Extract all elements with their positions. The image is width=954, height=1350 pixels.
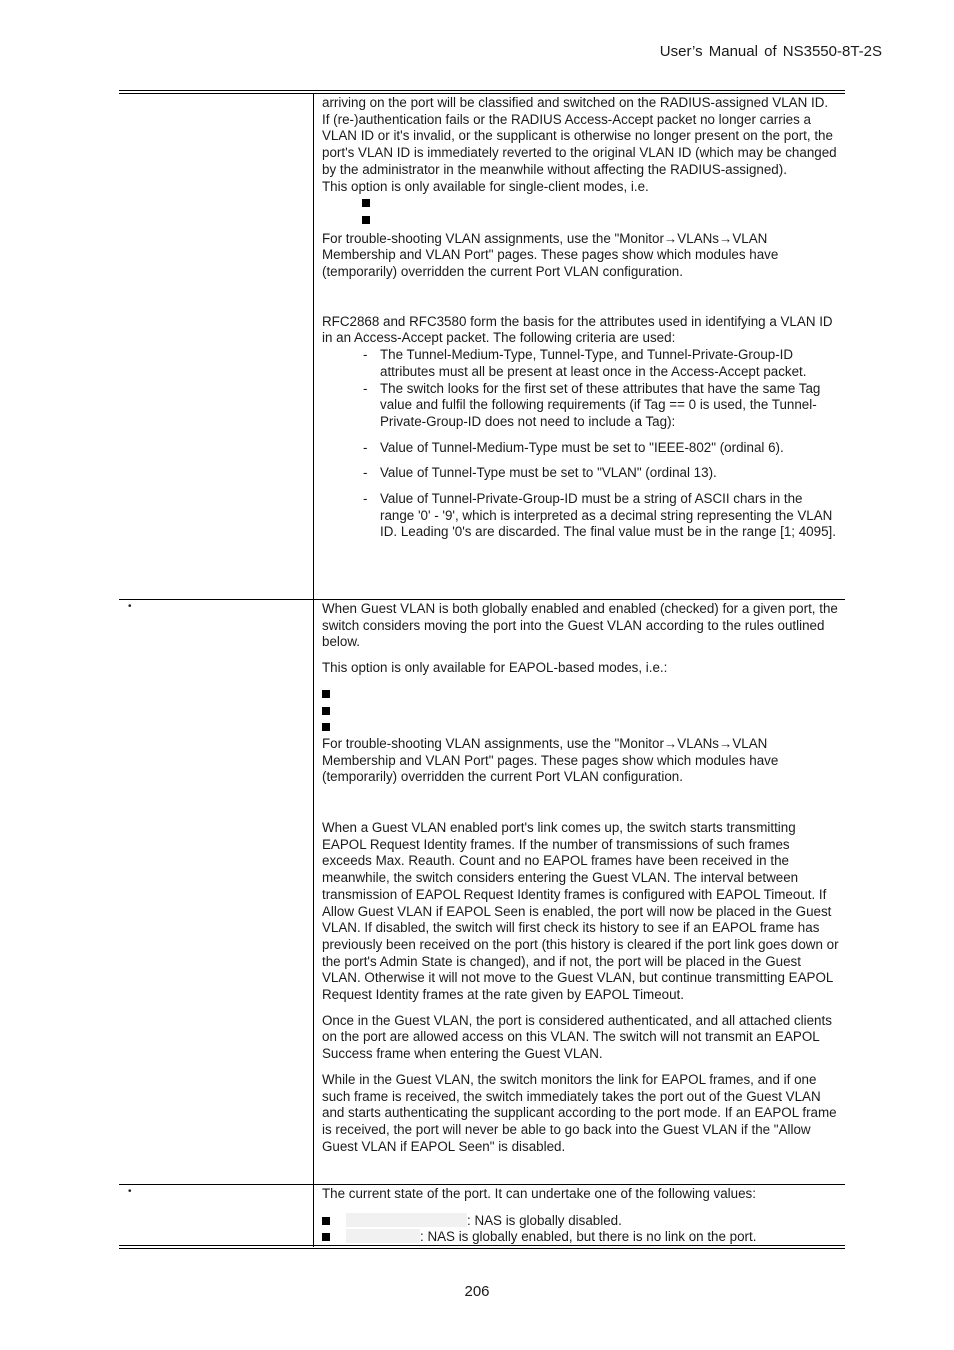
criteria-item: - The Tunnel-Medium-Type, Tunnel-Type, and Tunnel-Private-Group-ID attributes must all be present at least once in the Access-Accept packet. [322, 347, 840, 380]
criteria-item: - Value of Tunnel-Medium-Type must be set to "IEEE-802" (ordinal 6). [322, 440, 840, 457]
square-bullet-icon [362, 216, 370, 224]
square-bullet-list [322, 686, 840, 736]
state-description: : NAS is globally enabled, but there is no link on the port. [420, 1229, 757, 1245]
row2-paragraph: Once in the Guest VLAN, the port is considered authenticated, and all attached clients on the port are allowed access on this VLAN. The switch will not transmit an EAPOL Success frame when entering the Guest VLAN. [322, 1012, 832, 1062]
criteria-item: - The switch looks for the first set of these attributes that have the same Tag value and fulfil the following requirements (if Tag == 0 is used, the Tunnel-Private-Group-ID does not need to include a Tag): [322, 381, 840, 431]
criteria-item: - Value of Tunnel-Private-Group-ID must be a string of ASCII chars in the range '0' - '9', which is interpreted as a decimal string representing the VLAN ID. Leading '0's are discarded. The final value must be in the range [1; 4095]. [322, 491, 840, 541]
row1-paragraph: RFC2868 and RFC3580 form the basis for the attributes used in identifying a VLAN ID in an Access-Accept packet. The following criteria are used: [322, 313, 833, 346]
square-bullet-list [322, 195, 840, 228]
square-bullet-icon [322, 690, 330, 698]
row1-paragraph: arriving on the port will be classified and switched on the RADIUS-assigned VLAN ID. [322, 95, 829, 110]
row1-paragraph: For trouble-shooting VLAN assignments, use the "Monitor→VLANs→VLAN Membership and VLAN Port" pages. These pages show which modules have (temporarily) overridden the current Port VLAN configuration. [322, 230, 779, 280]
square-bullet-icon [322, 1233, 330, 1241]
column-divider [313, 93, 314, 1247]
row3-bullet: • [128, 1186, 132, 1197]
row2-paragraph: For trouble-shooting VLAN assignments, use the "Monitor→VLANs→VLAN Membership and VLAN Port" pages. These pages show which modules have (temporarily) overridden the current Port VLAN configuration. [322, 735, 779, 785]
state-value-item [322, 1229, 840, 1246]
square-bullet-icon [322, 723, 330, 731]
row2-bullet: • [128, 601, 132, 612]
row3-paragraph: The current state of the port. It can undertake one of the following values: [322, 1186, 756, 1201]
square-bullet-icon [322, 707, 330, 715]
criteria-item: - Value of Tunnel-Type must be set to "VLAN" (ordinal 13). [322, 465, 840, 482]
table-bottom-rule-outer [119, 1248, 845, 1249]
square-bullet-icon [362, 199, 370, 207]
state-description: : NAS is globally disabled. [467, 1212, 622, 1228]
row3-description [322, 1186, 840, 1246]
page-header: User’s Manual of NS3550-8T-2S [659, 43, 882, 60]
row2-description [322, 601, 840, 1155]
table-top-rule-inner [119, 93, 845, 94]
row1-paragraph: If (re-)authentication fails or the RADIUS Access-Accept packet no longer carries a VLAN ID or it's invalid, or the supplicant is otherwise no longer present on the port, the port's VLAN ID is immediately reverted to the original VLAN ID (which may be changed by the administrator in the meanwhile without affecting the RADIUS-assigned). [322, 111, 837, 177]
blank-state-name [346, 1213, 467, 1227]
row1-description [322, 95, 840, 541]
row2-paragraph: When a Guest VLAN enabled port's link comes up, the switch starts transmitting EAPOL Request Identity frames. If the number of transmissions of such frames exceeds Max. Reauth. Count and no EAPOL frames have been received in the meanwhile, the switch considers entering the Guest VLAN. The interval between transmission of EAPOL Request Identity frames is configured with EAPOL Timeout. If Allow Guest VLAN if EAPOL Seen is enabled, the port will now be placed in the Guest VLAN. If disabled, the switch will first check its history to see if an EAPOL frame has previously been received on the port (this history is cleared if the port link goes down or the port's Admin State is changed), and if not, the port will be placed in the Guest VLAN. Otherwise it will not move to the Guest VLAN, but continue transmitting EAPOL Request Identity frames at the rate given by EAPOL Timeout. [322, 820, 839, 1003]
row1-paragraph: This option is only available for single-client modes, i.e. [322, 178, 649, 194]
row-divider-2 [119, 1184, 845, 1185]
row2-paragraph: This option is only available for EAPOL-based modes, i.e.: [322, 660, 668, 676]
row2-paragraph: While in the Guest VLAN, the switch monitors the link for EAPOL frames, and if one such frame is received, the switch immediately takes the port out of the Guest VLAN and starts authenticating the supplicant according to the port mode. If an EAPOL frame is received, the port will never be able to go back into the Guest VLAN if the "Allow Guest VLAN if EAPOL Seen" is disabled. [322, 1071, 837, 1154]
table-top-rule [119, 90, 845, 91]
square-bullet-icon [322, 1217, 330, 1225]
blank-state-name [346, 1229, 420, 1243]
state-value-item [322, 1213, 840, 1230]
page-number: 206 [464, 1283, 490, 1300]
row2-paragraph: When Guest VLAN is both globally enabled and enabled (checked) for a given port, the switch considers moving the port into the Guest VLAN according to the rules outlined below. [322, 601, 838, 650]
row-divider-1 [119, 599, 845, 600]
